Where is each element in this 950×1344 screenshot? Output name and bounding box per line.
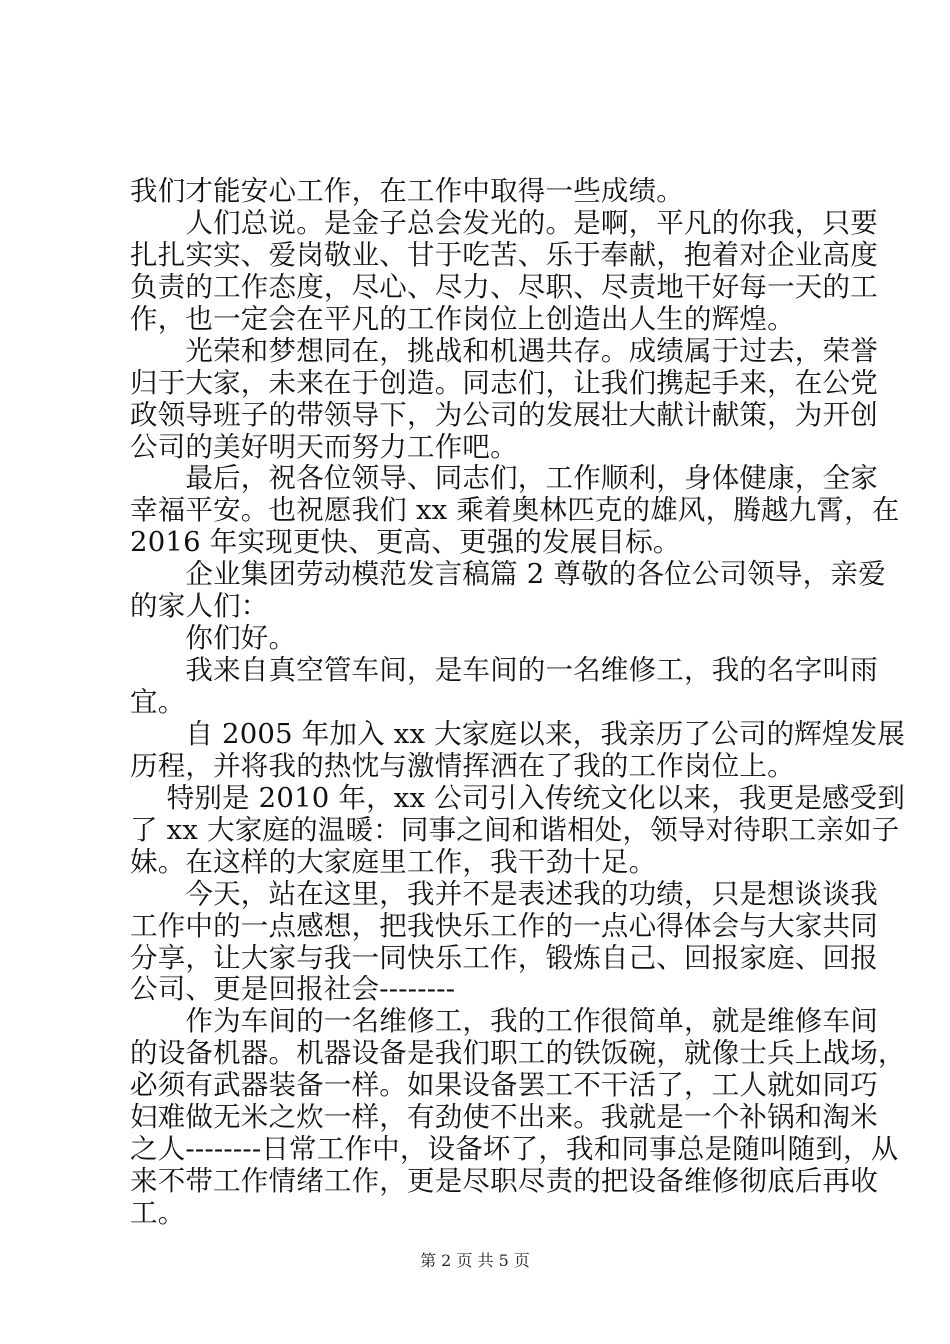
text-line: 妹。在这样的大家庭里工作，我干劲十足。 bbox=[130, 845, 657, 878]
text-line: 2016 年实现更快、更高、更强的发展目标。 bbox=[130, 526, 681, 559]
text-line: 人们总说。是金子总会发光的。是啊，平凡的你我，只要 bbox=[130, 206, 878, 239]
text-line: 来不带工作情绪工作，更是尽职尽责的把设备维修彻底后再收 bbox=[130, 1165, 878, 1198]
text-line: 历程，并将我的热忱与激情挥洒在了我的工作岗位上。 bbox=[130, 749, 795, 782]
text-line: 公司的美好明天而努力工作吧。 bbox=[130, 430, 518, 463]
text-line: 政领导班子的带领导下，为公司的发展壮大献计献策，为开创 bbox=[130, 398, 878, 431]
text-line: 宜。 bbox=[130, 686, 186, 718]
text-line: 之人--------日常工作中，设备坏了，我和同事总是随叫随到，从 bbox=[130, 1133, 899, 1166]
text-line: 公司、更是回报社会-------- bbox=[130, 973, 456, 1006]
text-line: 今天，站在这里，我并不是表述我的功绩，只是想谈谈我 bbox=[130, 877, 878, 910]
text-line: 我们才能安心工作，在工作中取得一些成绩。 bbox=[130, 175, 684, 207]
text-line: 企业集团劳动模范发言稿篇 2 尊敬的各位公司领导，亲爱 bbox=[130, 558, 886, 591]
text-line: 扎扎实实、爱岗敬业、甘于吃苦、乐于奉献，抱着对企业高度 bbox=[130, 238, 878, 271]
text-line: 分享，让大家与我一同快乐工作，锻炼自己、回报家庭、回报 bbox=[130, 941, 878, 974]
page-footer: 第 2 页 共 5 页 bbox=[420, 1251, 530, 1270]
text-line: 必须有武器装备一样。如果设备罢工不干活了，工人就如同巧 bbox=[130, 1069, 878, 1102]
text-line: 归于大家，未来在于创造。同志们，让我们携起手来，在公党 bbox=[130, 366, 878, 399]
text-line: 了 xx 大家庭的温暖：同事之间和谐相处，领导对待职工亲如子 bbox=[130, 813, 900, 846]
text-line: 自 2005 年加入 xx 大家庭以来，我亲历了公司的辉煌发展 bbox=[130, 717, 906, 750]
text-line: 幸福平安。也祝愿我们 xx 乘着奥林匹克的雄风，腾越九霄，在 bbox=[130, 494, 900, 527]
text-line: 的设备机器。机器设备是我们职工的铁饭碗，就像士兵上战场， bbox=[130, 1037, 906, 1070]
text-line: 你们好。 bbox=[130, 622, 297, 655]
text-line: 作，也一定会在平凡的工作岗位上创造出人生的辉煌。 bbox=[130, 302, 795, 335]
text-line: 工。 bbox=[130, 1197, 186, 1229]
text-line: 最后，祝各位领导、同志们，工作顺利，身体健康，全家 bbox=[130, 462, 878, 495]
text-line: 工作中的一点感想，把我快乐工作的一点心得体会与大家共同 bbox=[130, 909, 878, 942]
text-line: 光荣和梦想同在，挑战和机遇共存。成绩属于过去，荣誉 bbox=[130, 334, 878, 367]
text-line: 我来自真空管车间，是车间的一名维修工，我的名字叫雨 bbox=[130, 654, 878, 687]
text-line: 妇难做无米之炊一样，有劲使不出来。我就是一个补锅和淘米 bbox=[130, 1101, 878, 1134]
text-line: 负责的工作态度，尽心、尽力、尽职、尽责地干好每一天的工 bbox=[130, 270, 878, 303]
text-line: 作为车间的一名维修工，我的工作很简单，就是维修车间 bbox=[130, 1005, 878, 1038]
text-line: 特别是 2010 年，xx 公司引入传统文化以来，我更是感受到 bbox=[130, 781, 906, 814]
text-line: 的家人们： bbox=[130, 590, 269, 623]
